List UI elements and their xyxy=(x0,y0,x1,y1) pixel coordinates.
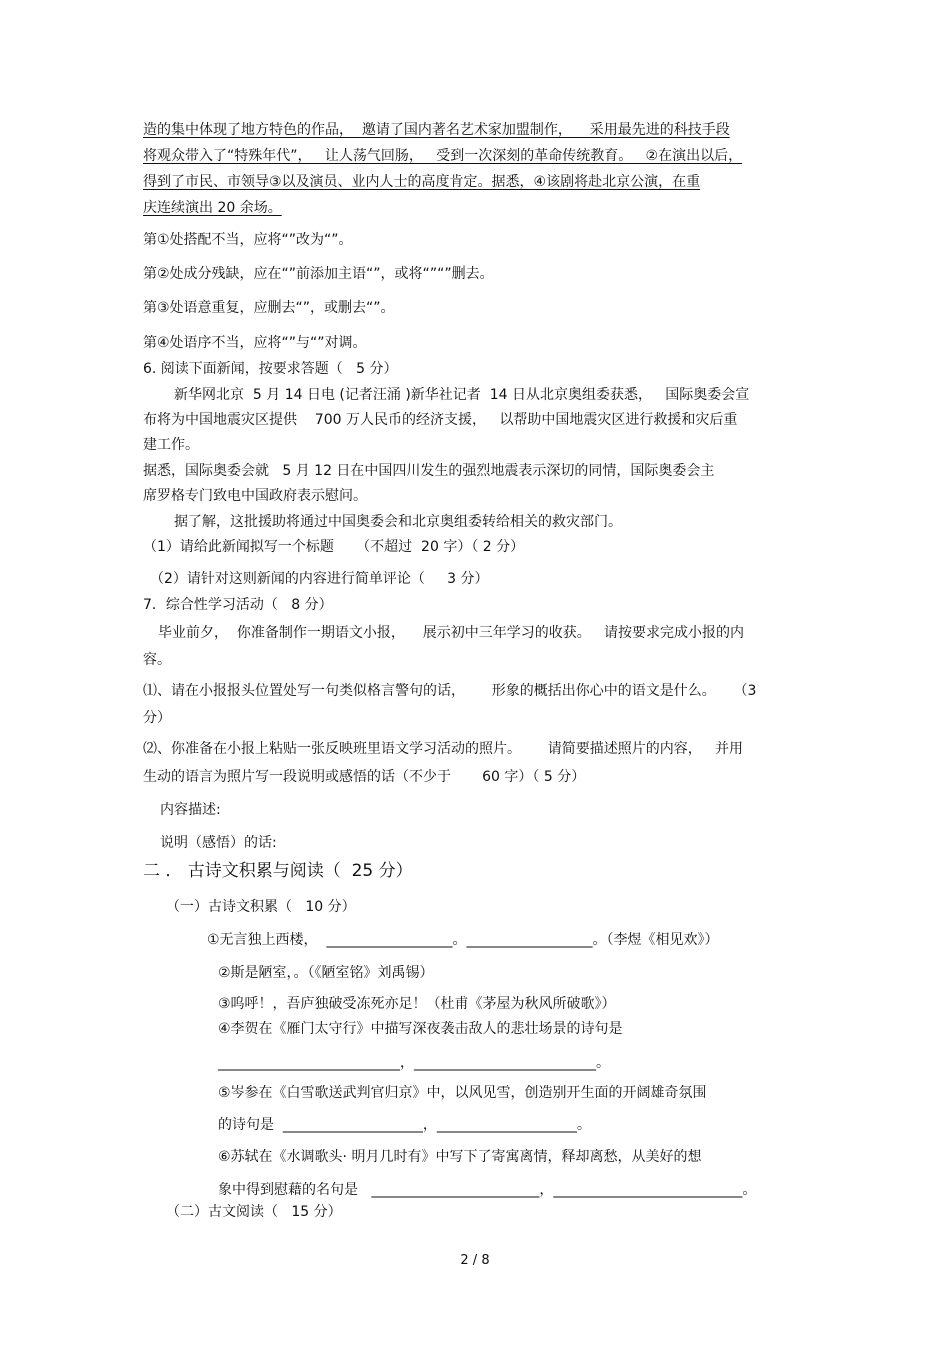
subsection-heading: （一）古诗文积累（ 10 分） xyxy=(166,899,356,915)
q5-answer: 第④处语序不当，应将“”与“”对调。 xyxy=(143,335,367,351)
question-text: 生动的语言为照片写一段说明或感悟的话（不少于 60 字）（ 5 分） xyxy=(143,769,586,785)
news-line: 布将为中国地震灾区提供 700 万人民币的经济支援， 以帮助中国地震灾区进行救援和灾后重 xyxy=(143,412,738,428)
question-title: 6. 阅读下面新闻，按要求答题（ 5 分） xyxy=(143,361,398,377)
poetry-item: ⑥苏轼在《水调歌头· 明月几时有》中写下了寄寓离情，释却离愁，从美好的想 xyxy=(218,1149,702,1165)
poetry-item: 的诗句是 ____________________，____________________。 xyxy=(218,1117,591,1133)
poetry-item: ①无言独上西楼， __________________。__________________。（李煜《相见欢》） xyxy=(207,932,719,948)
question-text: 分） xyxy=(143,710,171,726)
passage-line: 将观众带入了“特殊年代”， 让人荡气回肠， 受到一次深刻的革命传统教育。 ②在演出以后， xyxy=(143,148,743,164)
news-line: 新华网北京 5 月 14 日电 (记者汪涌 )新华社记者 14 日从北京奥组委获悉， 国际奥委会宣 xyxy=(174,387,750,403)
question-text: ⑴、请在小报报头位置处写一句类似格言警句的话， 形象的概括出你心中的语文是什么。 （3 xyxy=(143,683,757,699)
q5-answer: 第③处语意重复，应删去“”，或删去“”。 xyxy=(143,300,395,316)
sub-question: （1）请给此新闻拟写一个标题 （不超过 20 字）（ 2 分） xyxy=(143,539,525,555)
q5-answer: 第①处搭配不当，应将“”改为“”。 xyxy=(143,232,353,248)
subsection-heading: （二）古文阅读（ 15 分） xyxy=(166,1204,342,1220)
question-text: 容。 xyxy=(143,652,171,668)
sub-question: （2）请针对这则新闻的内容进行简单评论（ 3 分） xyxy=(150,571,489,587)
question-title: 7．综合性学习活动（ 8 分） xyxy=(143,597,333,613)
news-line: 据了解，这批援助将通过中国奥委会和北京奥组委转给相关的救灾部门。 xyxy=(174,514,622,530)
poetry-item: ④李贺在《雁门太守行》中描写深夜袭击敌人的悲壮场景的诗句是 xyxy=(218,1021,623,1037)
page-number: 2 / 8 xyxy=(460,1253,490,1268)
news-line: 据悉，国际奥委会就 5 月 12 日在中国四川发生的强烈地震表示深切的同情，国际奥委会主 xyxy=(143,463,715,479)
passage-line: 得到了市民、市领导③以及演员、业内人士的高度肯定。据悉，④该剧将赴北京公演，在重 xyxy=(143,174,701,190)
answer-label: 内容描述: xyxy=(160,802,221,818)
question-text: 毕业前夕， 你准备制作一期语文小报， 展示初中三年学习的收获。 请按要求完成小报的内 xyxy=(158,625,745,641)
poetry-item: ②斯是陋室，。（《陋室铭》刘禹锡） xyxy=(218,965,434,981)
poetry-item: 象中得到慰藉的名句是 ________________________，___________________________。 xyxy=(218,1182,757,1198)
news-line: 建工作。 xyxy=(143,437,199,453)
passage-line: 庆连续演出 20 余场。 xyxy=(143,200,282,216)
poetry-item: ③呜呼！，吾庐独破受冻死亦足！（杜甫《茅屋为秋风所破歌》） xyxy=(218,996,616,1012)
news-line: 席罗格专门致电中国政府表示慰问。 xyxy=(143,488,367,504)
question-text: ⑵、你准备在小报上粘贴一张反映班里语文学习活动的照片。 请简要描述照片的内容， 并用 xyxy=(143,741,744,757)
answer-blanks: __________________________，__________________________。 xyxy=(218,1055,610,1071)
answer-label: 说明（感悟）的话: xyxy=(160,835,277,851)
poetry-item: ⑤岑参在《白雪歌送武判官归京》中，以风见雪，创造别开生面的开阔雄奇氛围 xyxy=(218,1085,707,1101)
passage-line: 造的集中体现了地方特色的作品， 邀请了国内著名艺术家加盟制作， 采用最先进的科技手段 xyxy=(143,122,730,138)
q5-answer: 第②处成分残缺，应在“”前添加主语“”，或将“”“”删去。 xyxy=(143,266,494,282)
section-heading: 二 ． 古诗文积累与阅读（ 25 分） xyxy=(143,861,413,881)
